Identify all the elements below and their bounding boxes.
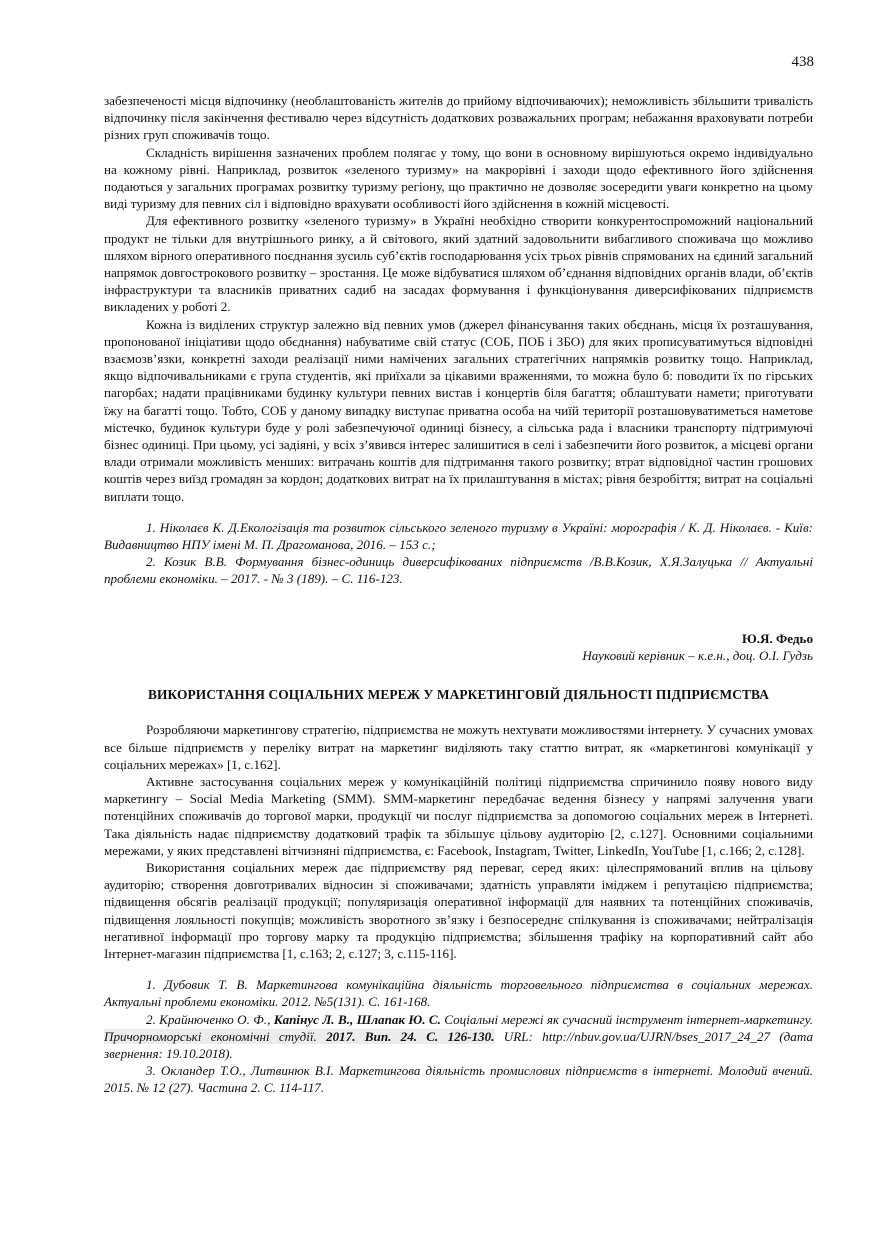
- reference-bold-authors: Капінус Л. В., Шлапак Ю. С.: [273, 1011, 441, 1027]
- paragraph: Використання соціальних мереж дає підприємству ряд переваг, серед яких: цілеспрямований вплив на цільову аудиторію; створення довготривалих відносин зі споживачами; здатність управляти іміджем і репутацією підприємства; підвищення обсягів реалізації продукції; популяризація оперативної інформації для наявних та потенційних споживачів, підвищення лояльності покупців; можливість зворотного зв’язку і безпосереднє спілкування із споживачами; нейтралізація негативної інформації про торгову марку та продукцію підприємства; збільшення трафіку на корпоративний сайт або Інтернет-магазин підприємства [1, с.163; 2, с.127; 3, с.115-116].: [104, 859, 813, 961]
- reference-item: 1. Дубовик Т. В. Маркетингова комунікаційна діяльність торговельного підприємства в соціальних мережах. Актуальні проблеми економіки. 2012. №5(131). С. 161-168.: [104, 977, 813, 1010]
- references-list: [104, 519, 813, 588]
- paragraph: Кожна із виділених структур залежно від певних умов (джерел фінансування таких обєднань, місця їх розташування, пропонованої ініціативи щодо обєднання) набуватиме свій статус (СОБ, ПОБ і ЗБО) для яких прописуватимуться відповідні взаємозв’язки, конкретні заходи реалізації ними намічених загальних стратегічних напрямків розвитку тощо. Наприклад, якщо відпочивальниками є група студентів, які приїхали за цікавими враженнями, то можна було б: поводити їх по гірських пагорбах; надати працівниками будинку культури певних вистав і концертів біля багаття; облаштувати намети; приготувати їжу на багатті тощо. Тобто, СОБ у даному випадку виступає приватна особа на чиїй території розташовуватиметься наметове містечко, будинок культури буде у ролі забезпечуючої одиниці бізнесу, а сільська рада і власники транспорту підтримуючі бізнес одиниці. При цьому, усі задіяні, у всіх з’явився інтерес залишитися в селі і забезпечити його розвиток, а місцеві органи влади отримали можливість менших: витрачань коштів для підтримання такого розвитку; втрат відповідної частин грошових коштів через виїзд громадян за кордон; додаткових витрат на їх прилаштування в містах; рівня безробіття; витрат на соціальні виплати тощо.: [104, 316, 813, 504]
- author-block: [104, 630, 813, 664]
- reference-journal: Причорноморські економічні студії. 2017. Вип. 24. С. 126-130.: [104, 1028, 495, 1044]
- author-name: Ю.Я. Федьо: [742, 630, 813, 646]
- page-number: 438: [791, 54, 814, 70]
- document-body: [104, 92, 813, 1097]
- reference-item: 3. Окландер Т.О., Литвинюк В.І. Маркетингова діяльність промислових підприємств в інтернеті. Молодий вчений. 2015. № 12 (27). Частина 2. С. 114-117.: [104, 1063, 813, 1096]
- reference-item: 2. Козик В.В. Формування бізнес-одиниць диверсифікованих підприємств /В.В.Козик, Х.Я.Залуцька // Актуальні проблеми економіки. – 2017. - № 3 (189). – С. 116-123.: [104, 554, 813, 587]
- supervisor-line: Науковий керівник – к.е.н., доц. О.І. Гудзь: [582, 647, 813, 663]
- article-title: ВИКОРИСТАННЯ СОЦІАЛЬНИХ МЕРЕЖ У МАРКЕТИНГОВІЙ ДІЯЛЬНОСТІ ПІДПРИЄМСТВА: [147, 687, 769, 703]
- reference-title: Соціальні мережі як сучасний інструмент інтернет-маркетингу.: [440, 1011, 813, 1027]
- reference-authors: 2. Крайнюченко О. Ф.,: [146, 1011, 274, 1027]
- reference-url: URL: http://nbuv.gov.ua/UJRN/bses_2017_24_27 (дата звернення: 19.10.2018).: [104, 1028, 814, 1061]
- paragraph: Для ефективного розвитку «зеленого туризму» в Україні необхідно створити конкурентоспроможний національний продукт не тільки для внутрішнього ринку, а й світового, який здатний задовольнити вибагливого споживача що можливо шляхом вірного оперативного поєднання зусиль суб’єктів господарювання усіх трьох рівнів спрямованих на єдиний загальний напрямок довгострокового розвитку – зростання. Це може відбуватися шляхом об’єднання відповідних органів влади, об’єктів інфраструктури та власників приватних садиб на засадах формування і функціонування диверсифікованих підприємств викладених у роботі 2.: [104, 213, 813, 315]
- paragraph: Складність вирішення зазначених проблем полягає у тому, що вони в основному вирішуються окремо індивідуально на кожному рівні. Наприклад, розвиток «зеленого туризму» на макрорівні і заходи щодо ефективного його здійснення подаються у загальних програмах розвитку туризму регіону, що практично не дозволяє зосередити уваги конкретно на цьому виді туризму для певних сіл і відповідно врахувати особливості його здійснення в кожній місцевості.: [104, 144, 813, 212]
- reference-details: 2017. Вип. 24. С. 126-130.: [326, 1028, 495, 1044]
- paragraph: Розробляючи маркетингову стратегію, підприємства не можуть нехтувати можливостями інтернету. У сучасних умовах все більше підприємств у переліку витрат на маркетинг виділяють таку статтю витрат, як «маркетингові комунікації у соціальних мережах» [1, с.162].: [104, 722, 813, 772]
- paragraph: Активне застосування соціальних мереж у комунікаційній політиці підприємства спричинило появу нового виду маркетингу – Social Media Marketing (SMM). SMM-маркетинг передбачає ведення бізнесу у напрямі залучення уваги потенційних споживачів до торгової марки, продукції чи послуг підприємства за допомогою соціальних мереж в Інтернеті. Така діяльність надає підприємству додатковий трафік та збільшує цільову аудиторію [2, с.127]. Основними соціальними мережами, у яких представлені вітчизняні підприємства, є: Facebook, Instagram, Twitter, LinkedIn, YouTube [1, с.166; 2, с.128].: [104, 773, 813, 858]
- reference-item: [104, 1011, 813, 1063]
- reference-item: 1. Ніколаєв К. Д.Екологізація та розвиток сільського зеленого туризму в Україні: морографія / К. Д. Ніколаєв. - Київ: Видавництво НПУ імені М. П. Драгоманова, 2016. – 153 с.;: [104, 519, 813, 553]
- paragraph: забезпеченості місця відпочинку (необлаштованість жителів до прийому відпочиваючих); неможливість збільшити тривалість відпочинку після закінчення фестивалю через відсутність додаткових розважальних програм; небажання враховувати потреби різних груп споживачів тощо.: [104, 93, 813, 143]
- references-list: [104, 976, 813, 1096]
